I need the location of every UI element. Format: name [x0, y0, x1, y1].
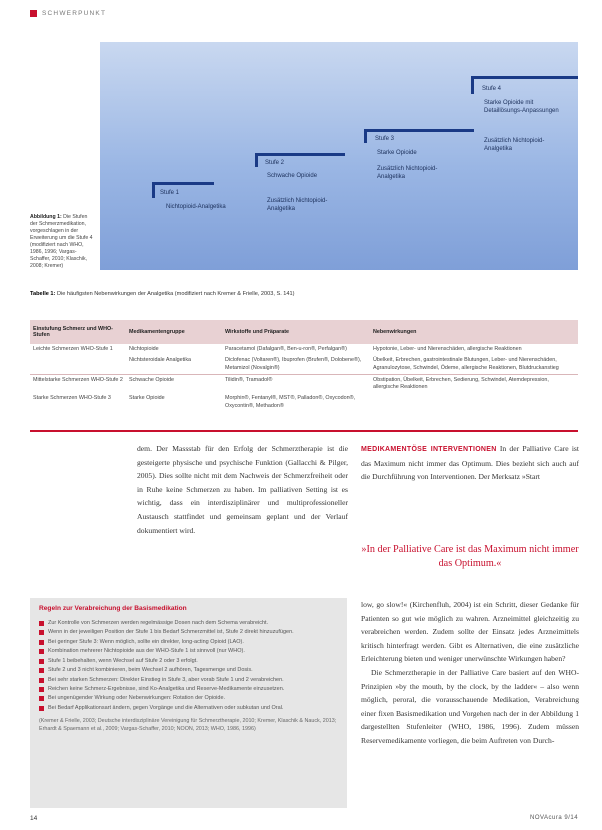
table-cell: Hypotonie, Leber- und Nierenschäden, allergische Reaktionen	[373, 346, 522, 352]
body-text: In der Palliative Care ist das Maximum nicht immer das Optimum. Dies bezieht sich auch auf die Durchführung von Interventionen. Der Merksatz »Start	[361, 444, 579, 482]
section-header	[30, 10, 106, 17]
table-cell: Mittelstarke Schmerzen WHO-Stufe 2	[30, 374, 126, 393]
table-cell: Starke Opioide	[129, 395, 165, 402]
caption-head: Abbildung 1:	[30, 214, 62, 220]
section-marker-icon	[30, 10, 37, 17]
magazine-issue: NOVAcura 9/14	[530, 815, 579, 821]
step-3-riser	[364, 129, 367, 143]
table-cell: Übelkeit, Erbrechen, gastrointestinale Blutungen, Leber- und Nierenschäden, Agranulozytose, Schwindel, Ödeme, allergische Reaktionen, Blutdruckanstieg	[373, 357, 559, 371]
step-1-title: Stufe 1	[160, 190, 180, 196]
step-4-title: Stufe 4	[482, 86, 502, 92]
table-header: Wirkstoffe und Präparate	[222, 320, 370, 344]
body-column-left	[137, 442, 348, 537]
rules-box	[30, 598, 347, 808]
step-1-line	[152, 182, 214, 185]
table-cell: Morphin®, Fentanyl®, MST®, Palladon®, Oxycodon®, Oxycontin®, Methadon®	[225, 395, 356, 409]
step-3-extra: Zusätzlich Nichtopioid-Analgetika	[377, 166, 438, 180]
rules-box-title: Regeln zur Verabreichung der Basismedikation	[39, 605, 187, 612]
step-4-extra: Zusätzlich Nichtopioid-Analgetika	[484, 138, 545, 152]
body-paragraph: dem. Der Massstab für den Erfolg der Schmerztherapie ist die gesteigerte physische und psychische Funktion (Gallacchi & Pilger, 2005). Dies sollte nicht mit dem Nachweis der Schmerzfreiheit oder in Ruhe keine Schmerzen zu haben. Im palliativen Setting ist es wichtig, dass ein interdisziplinärer und multiprofessioneller Austausch stattfindet und gemeinsam geplant und der Verlauf dokumentiert wird.	[137, 444, 348, 535]
step-3-text: Starke Opioide	[377, 150, 417, 156]
list-item: Reichen keine Schmerz-Ergebnisse, sind Ko-Analgetika und Reserve-Medikamente einzusetzen.	[39, 685, 338, 693]
table-row	[30, 393, 578, 412]
table-cell: Paracetamol (Dafalgan®, Ben-u-ron®, Perfalgan®)	[225, 346, 347, 352]
list-item: Wenn in der jeweiligen Position der Stufe 1 bis Bedarf Schmerzmittel ist, Stufe 2 direkt hinzuzufügen.	[39, 628, 338, 636]
table-row	[30, 374, 578, 393]
list-item: Kombination mehrerer Nichtopioide aus der WHO-Stufe 1 ist sinnvoll (nur WHO).	[39, 647, 338, 655]
table-title-text: Die häufigsten Nebenwirkungen der Analgetika (modifiziert nach Kremer & Frielle, 2003, S. 141)	[56, 291, 295, 297]
table-header: Nebenwirkungen	[370, 320, 578, 344]
body-paragraph	[361, 442, 579, 484]
step-2-line	[255, 153, 345, 156]
step-4-text: Starke Opioide mit Detaillösungs-Anpassungen	[484, 100, 559, 114]
list-item: Bei sehr starken Schmerzen: Direkter Einstieg in Stufe 3, aber vorab Stufe 1 und 2 verabreichen.	[39, 676, 338, 684]
list-item: Stufe 2 und 3 nicht kombinieren, beim Wechsel 2 aufhören, Tagesmenge und Dosis.	[39, 666, 338, 674]
table-cell: Starke Schmerzen WHO-Stufe 3	[33, 395, 111, 402]
list-item: Zur Kontrolle von Schmerzen werden regelmässige Dosen nach dem Schema verabreicht.	[39, 619, 338, 627]
table-cell	[30, 355, 126, 374]
table-row	[30, 355, 578, 374]
table-cell: Tilidin®, Tramadol®	[222, 374, 370, 393]
page-number: 14	[30, 815, 38, 822]
step-4-line	[471, 76, 578, 79]
step-1-text: Nichtopioid-Analgetika	[166, 204, 226, 210]
table-cell: Diclofenac (Voltaren®), Ibuprofen (Brufen®, Dolobene®), Metamizol (Novalgin®)	[225, 357, 362, 371]
step-1-riser	[152, 182, 155, 198]
table-cell: Nichtopioide	[129, 346, 159, 352]
table-cell: Leichte Schmerzen WHO-Stufe 1	[33, 346, 113, 352]
caption-text: Die Stufen der Schmerzmedikation, vorgeschlagen in der Erweiterung um die Stufe 4 (modifiziert nach WHO, 1986, 1996; Vargas-Schaffer, 2010; Klaschik, 2008; Kremer)	[30, 214, 93, 270]
rules-references: (Kremer & Frielle, 2003; Deutsche interdisziplinäre Vereinigung für Schmerztherapie, 2010; Kremer, Klaschik & Nauck, 2013; Erhardt & Spaemann et al., 2009; Vargas-Schaffer, 2010; NOON, 2013; WHO, 1986, 1996)	[39, 718, 337, 732]
step-4-riser	[471, 76, 474, 94]
list-item: Bei ungenügender Wirkung oder Nebenwirkungen: Rotation der Opioide.	[39, 694, 338, 702]
table-bottom-rule	[30, 430, 578, 432]
step-2-text: Schwache Opioide	[267, 173, 318, 179]
step-3-title: Stufe 3	[375, 136, 395, 142]
rules-list	[39, 619, 338, 712]
step-2-title: Stufe 2	[265, 160, 285, 166]
table-title-head: Tabelle 1:	[30, 291, 56, 297]
body-column-right-continued	[361, 598, 579, 748]
section-title: SCHWERPUNKT	[42, 10, 107, 17]
body-column-right	[361, 442, 579, 484]
table-cell: Nichtsteroidale Analgetika	[129, 357, 192, 364]
table-cell	[370, 393, 578, 412]
table-cell: Schwache Opioide	[126, 374, 222, 393]
body-paragraph: Die Schmerztherapie in der Palliative Care basiert auf den WHO-Prinzipien »by the mouth, by the clock, by the ladder« – also wenn möglich, peroral, die vorausschauende Medikation, Verabreichung einer fixen Basismedikation und Vorgehen nach der in der Abbildung 1 dargestellten Stufenleiter (WHO, 1986, 1996). Zudem müssen Reservemedikamente vorliegen, die beim Auftreten von Durch-	[361, 667, 579, 745]
step-2-extra: Zusätzlich Nichtopioid-Analgetika	[267, 198, 328, 212]
list-item: Bei Bedarf Applikationsart ändern, gegen Vorgänge und die Alternativen oder subkutan und Oral.	[39, 704, 338, 712]
table-header: Einstufung Schmerz und WHO-Stufen	[30, 320, 126, 344]
step-3-line	[364, 129, 474, 132]
step-2-riser	[255, 153, 258, 167]
side-effects-table	[30, 320, 578, 412]
body-paragraph: low, go slow!« (Kirchenfluh, 2004) ist ein Schritt, dieser Gedanke für Patienten so gut wie möglich zu wahren. Arzneimittel gleichzeitig zu verabreichen werden. Zudem sollte der Einsatz jedes Arzneimittels kritisch hinterfragt werden. Gibt es Alternativen, die eine zusätzliche Erleichterung bieten und weniger unerwünschte Wirkungen haben?	[361, 600, 579, 664]
list-item: Stufe 1 beibehalten, wenn Wechsel auf Stufe 2 oder 3 erfolgt.	[39, 657, 338, 665]
list-item: Bei geringer Stufe 3: Wenn möglich, sollte ein direkter, long-acting Opioid (LAO).	[39, 638, 338, 646]
pull-quote: »In der Palliative Care ist das Maximum nicht immer das Optimum.«	[361, 544, 579, 569]
pain-ladder-figure	[100, 42, 578, 270]
table-header: Medikamentengruppe	[126, 320, 222, 344]
table-row	[30, 344, 578, 355]
section-heading: MEDIKAMENTÖSE INTERVENTIONEN	[361, 446, 497, 453]
table-title	[30, 291, 295, 297]
table-cell: Obstipation, Übelkeit, Erbrechen, Sedierung, Schwindel, Atemdepression, allergische Reaktionen	[370, 374, 578, 393]
figure-caption	[30, 214, 96, 270]
